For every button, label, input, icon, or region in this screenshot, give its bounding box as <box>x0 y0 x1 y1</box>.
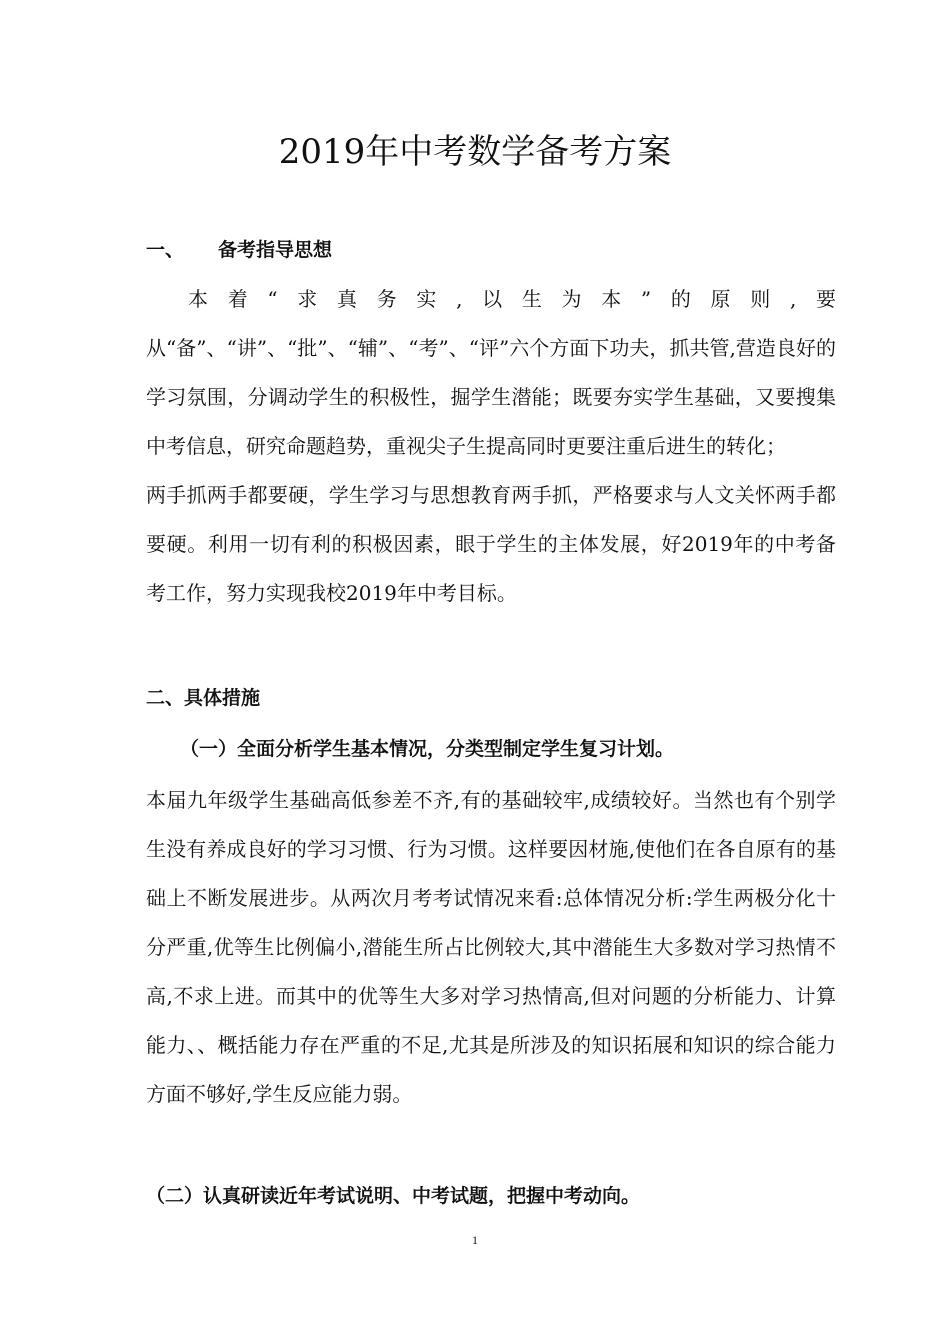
section-2-heading: 二、具体措施 <box>146 687 261 709</box>
section-1-heading <box>146 234 836 266</box>
section-2 <box>146 682 836 714</box>
section-2-sub-1-heading-wrap <box>180 733 840 765</box>
section-1-body <box>146 275 836 618</box>
section-1-paragraph-2: 两手抓两手都要硬，学生学习与思想教育两手抓，严格要求与人文关怀两手都要硬。利用一切有利的积极因素，眼于学生的主体发展，好2019年的中考备考工作，努力实现我校2019年中考目标。 <box>146 483 836 605</box>
section-2-sub-1-paragraph: 本届九年级学生基础高低参差不齐,有的基础较牢,成绩较好。当然也有个别学生没有养成良好的学习习惯、行为习惯。这样要因材施,使他们在各自原有的基础上不断发展进步。从两次月考考试情况来看:总体情况分析:学生两极分化十分严重,优等生比例偏小,潜能生所占比例较大,其中潜能生大多数对学习热情不高,不求上进。而其中的优等生大多对学习热情高,但对问题的分析能力、计算能力、、概括能力存在严重的不足,尤其是所涉及的知识拓展和知识的综合能力方面不够好,学生反应能力弱。 <box>146 788 836 1106</box>
section-2-sub-2-heading-wrap <box>146 1180 836 1212</box>
section-1 <box>146 234 836 266</box>
section-1-number: 一、 <box>146 239 185 261</box>
document-title: 2019年中考数学备考方案 <box>278 132 672 172</box>
section-1-title: 备考指导思想 <box>218 239 333 261</box>
section-2-sub-1-heading: （一）全面分析学生基本情况，分类型制定学生复习计划。 <box>180 738 675 760</box>
section-2-sub-2-heading: （二）认真研读近年考试说明、中考试题，把握中考动向。 <box>146 1185 641 1207</box>
section-1-paragraph-1: 本着“求真务实,以生为本”的原则,要从“备”、“讲”、“批”、“辅”、“考”、“评”六个方面下功夫，抓共管,营造良好的学习氛围，分调动学生的积极性，掘学生潜能；既要夯实学生基础，又要搜集中考信息，研究命题趋势，重视尖子生提高同时更要注重后进生的转化； <box>146 287 836 458</box>
section-2-sub-1-body <box>146 776 836 1119</box>
page-number: 1 <box>472 1233 478 1247</box>
